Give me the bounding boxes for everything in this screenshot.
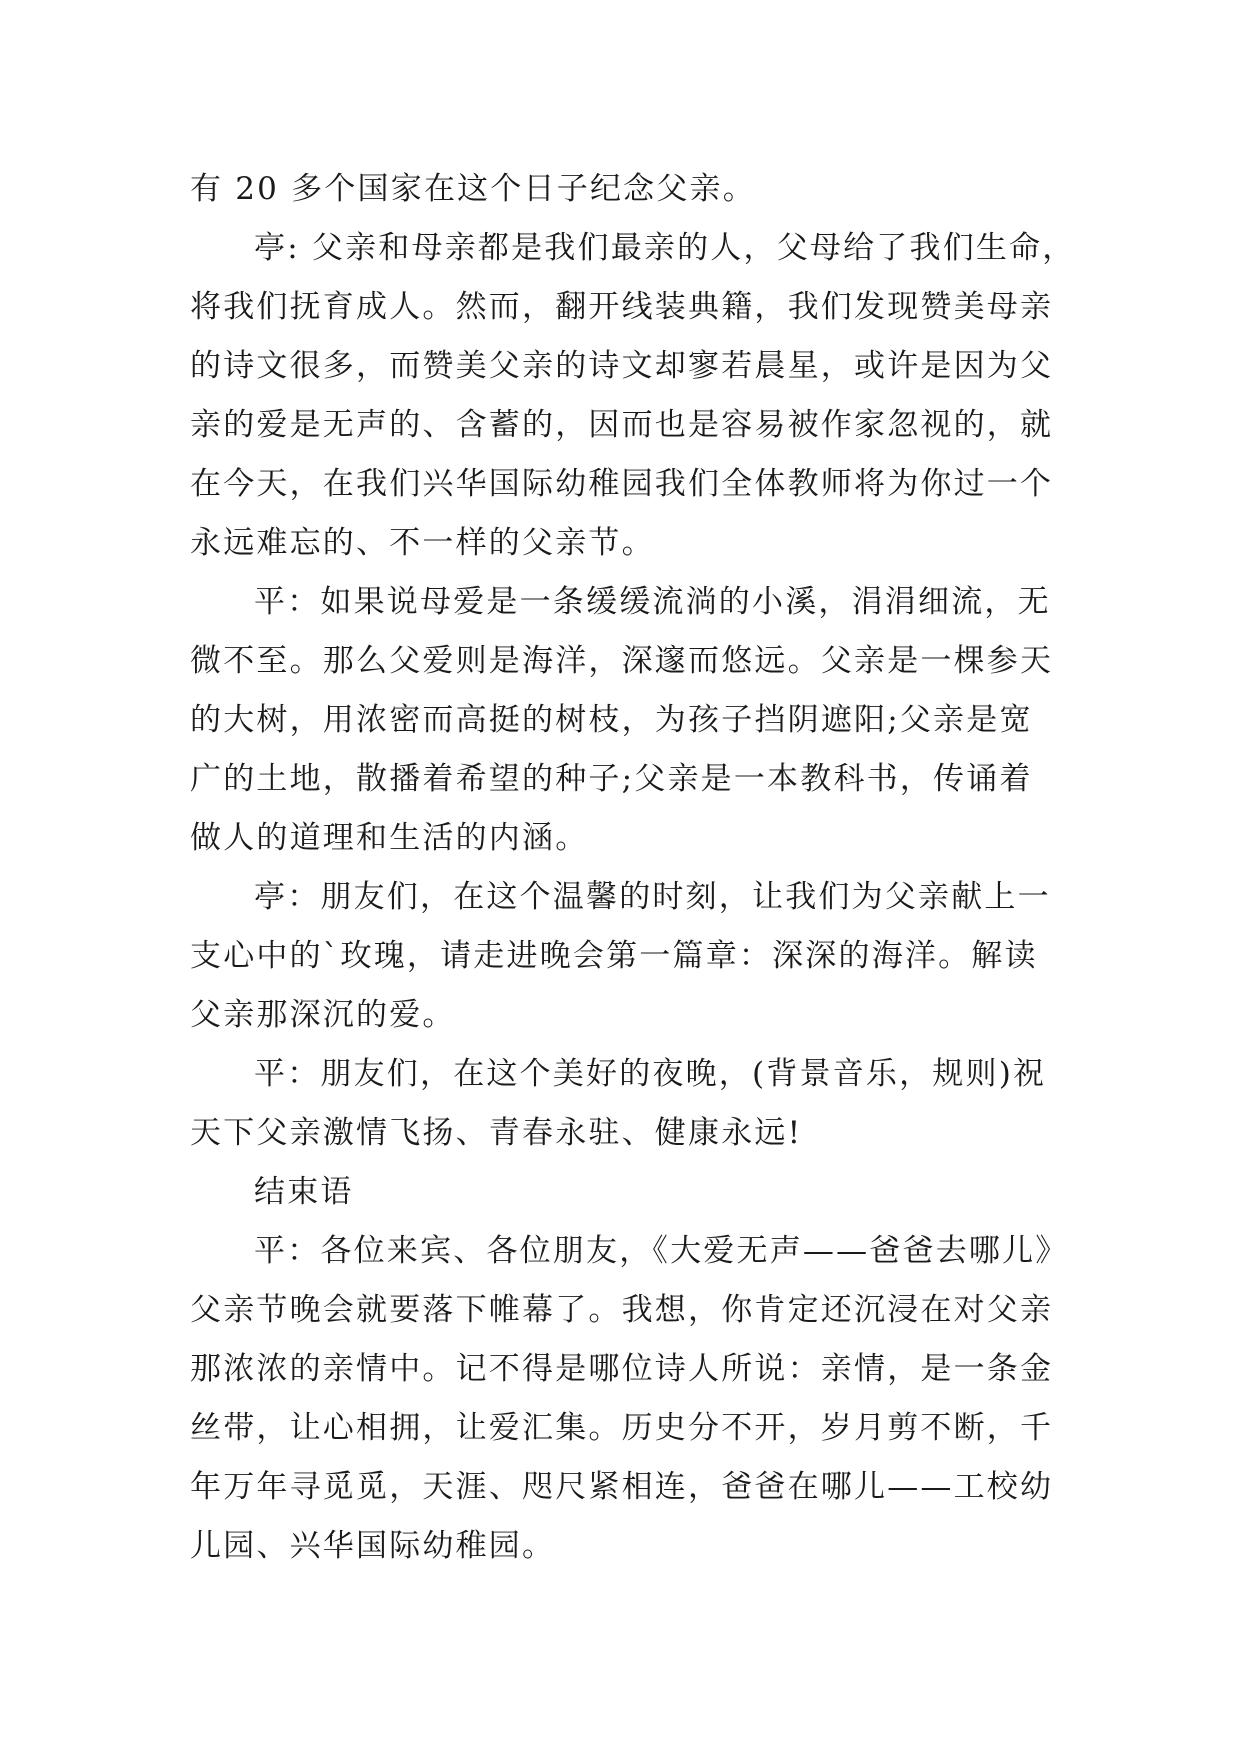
text-line: 结束语 [254, 1174, 354, 1210]
text-line: 天下父亲激情飞扬、青春永驻、健康永远! [190, 1115, 803, 1151]
text-line: 亭: 父亲和母亲都是我们最亲的人，父母给了我们生命， [254, 230, 1076, 266]
text-line: 亭：朋友们，在这个温馨的时刻，让我们为父亲献上一 [254, 879, 1051, 915]
text-line: 的诗文很多，而赞美父亲的诗文却寥若晨星，或许是因为父 [190, 348, 1054, 384]
text-line: 丝带，让心相拥，让爱汇集。历史分不开，岁月剪不断，千 [190, 1410, 1054, 1446]
text-line: 有 20 多个国家在这个日子纪念父亲。 [190, 171, 756, 207]
text-line: 平：如果说母爱是一条缓缓流淌的小溪，涓涓细流，无 [254, 584, 1051, 620]
text-line: 父亲那深沉的爱。 [190, 997, 456, 1033]
text-line: 广的土地，散播着希望的种子;父亲是一本教科书，传诵着 [190, 761, 1033, 797]
text-line: 那浓浓的亲情中。记不得是哪位诗人所说：亲情，是一条金 [190, 1351, 1054, 1387]
text-line: 儿园、兴华国际幼稚园。 [190, 1528, 556, 1564]
text-line: 将我们抚育成人。然而，翻开线装典籍，我们发现赞美母亲 [190, 289, 1054, 325]
text-line: 年万年寻觅觅，天涯、咫尺紧相连，爸爸在哪儿——工校幼 [190, 1469, 1054, 1505]
text-line: 的大树，用浓密而高挺的树枝，为孩子挡阴遮阳;父亲是宽 [190, 702, 1033, 738]
text-line: 永远难忘的、不一样的父亲节。 [190, 525, 655, 561]
text-line: 平：各位来宾、各位朋友，《大爱无声——爸爸去哪儿》 [254, 1233, 1069, 1269]
document-body [190, 160, 1076, 1576]
text-line: 微不至。那么父爱则是海洋，深邃而悠远。父亲是一棵参天 [190, 643, 1054, 679]
text-line: 父亲节晚会就要落下帷幕了。我想，你肯定还沉浸在对父亲 [190, 1292, 1054, 1328]
text-line: 亲的爱是无声的、含蓄的，因而也是容易被作家忽视的，就 [190, 407, 1054, 443]
text-line: 在今天，在我们兴华国际幼稚园我们全体教师将为你过一个 [190, 466, 1054, 502]
text-line: 支心中的`玫瑰，请走进晚会第一篇章：深深的海洋。解读 [190, 938, 1038, 974]
text-line: 平：朋友们，在这个美好的夜晚，(背景音乐，规则)祝 [254, 1056, 1047, 1092]
text-line: 做人的道理和生活的内涵。 [190, 820, 589, 856]
